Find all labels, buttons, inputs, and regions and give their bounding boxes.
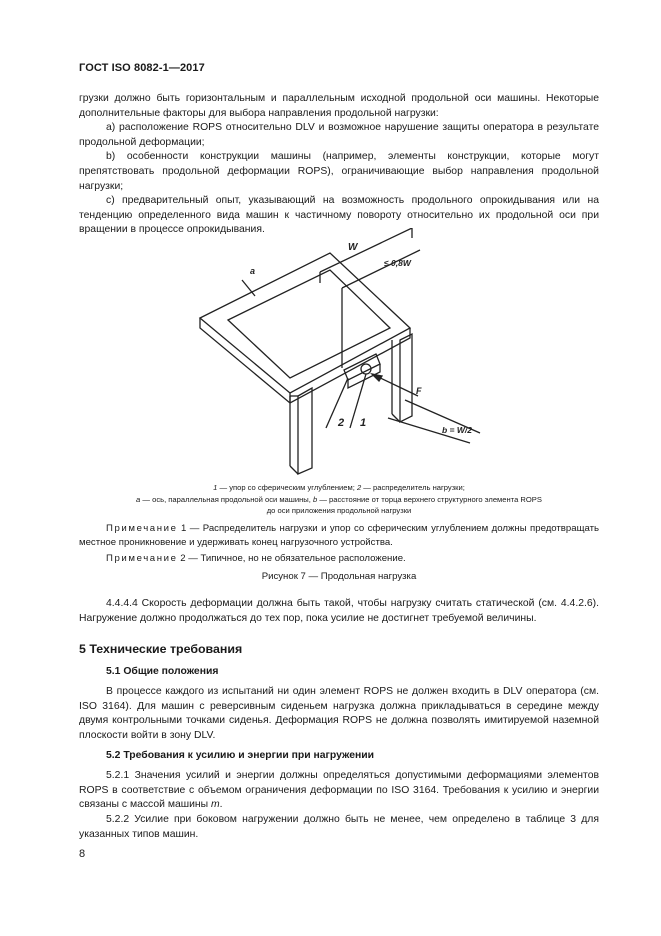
caption-line-2: a — ось, параллельная продольной оси машины, b — расстояние от торца верхнего структурного элемента ROPS — [136, 494, 542, 504]
label-1: 1 — [360, 417, 367, 429]
caption-line-3: до оси приложения продольной нагрузки — [266, 506, 412, 515]
section-5-1-heading: 5.1 Общие положения — [106, 666, 219, 677]
label-b: b = W/2 — [442, 425, 472, 435]
paragraph-5-2-1: 5.2.1 Значения усилий и энергии должны определяться допустимыми деформациями элементов ROPS в соответствие с объемом ограничения деформации по ISO 3164. Требования к усилию и энергии связаны с массой машины m. — [79, 770, 599, 811]
rops-diagram — [180, 228, 500, 478]
label-08w: ≤ 0,8W — [384, 258, 411, 268]
caption-line-1: 1 — упор со сферическим углублением; 2 — распределитель нагрузки; — [213, 483, 465, 492]
section-5-2-heading: 5.2 Требования к усилию и энергии при нагружении — [106, 750, 375, 761]
page-number: 8 — [79, 848, 86, 860]
label-a: a — [250, 266, 256, 276]
note-1: Примечание 1 — Распределитель нагрузки и упор со сферическим углублением должны предотвращать местное проникновение и удерживать конец нагрузочного устройства. — [79, 523, 599, 548]
list-item-a: а) расположение ROPS относительно DLV и возможное нарушение защиты оператора в результате продольной деформации; — [79, 122, 599, 148]
label-2: 2 — [338, 417, 345, 429]
figure-caption — [79, 482, 599, 517]
section-5-1-text: В процессе каждого из испытаний ни один элемент ROPS не должен входить в DLV оператора (см. ISO 3164). Для машин с реверсивным сиденьем нагрузка должна прикладываться в середине между двумя контрольными точками сиденья. Деформация ROPS не должна позволять имитируемой наземной плоскости войти в зону DLV. — [79, 686, 599, 741]
note-2: Примечание 2 — Типичное, но не обязательное расположение. — [106, 553, 406, 564]
label-f: F — [416, 386, 422, 396]
label-w: W — [348, 242, 358, 253]
intro-text — [79, 92, 599, 238]
rops-post-left — [298, 388, 312, 474]
figure-title: Рисунок 7 — Продольная нагрузка — [261, 571, 417, 582]
list-item-b: b) особенности конструкции машины (например, элементы конструкции, которые могут препятствовать продольной деформации ROPS), ограничивающие выбор направления продольной нагрузки; — [79, 151, 599, 192]
paragraph-5-2-2: 5.2.2 Усилие при боковом нагружении должно быть не менее, чем определено в таблице 3 для указанных типов машин. — [79, 814, 599, 840]
paragraph-4-4-4-4: 4.4.4.4 Скорость деформации должна быть такой, чтобы нагрузку считать статической (см. 4.4.2.6). Нагружение должно продолжаться до тех пор, пока усилие не достигнет требуемой величины. — [79, 598, 599, 624]
intro-paragraph: грузки должно быть горизонтальным и параллельным исходной продольной оси машины. Некоторые дополнительные факторы для выбора направления продольной нагрузки: — [79, 93, 599, 119]
list-item-c: c) предварительный опыт, указывающий на возможность продольного опрокидывания или на тенденцию определенного вида машин к частичному повороту относительно их продольной оси при вращении в процессе опрокидывания. — [79, 195, 599, 236]
section-5-heading: 5 Технические требования — [79, 642, 243, 656]
rops-post-right — [400, 334, 412, 422]
figure-7-diagram — [180, 228, 500, 478]
document-header: ГОСТ ISO 8082-1—2017 — [79, 62, 205, 74]
